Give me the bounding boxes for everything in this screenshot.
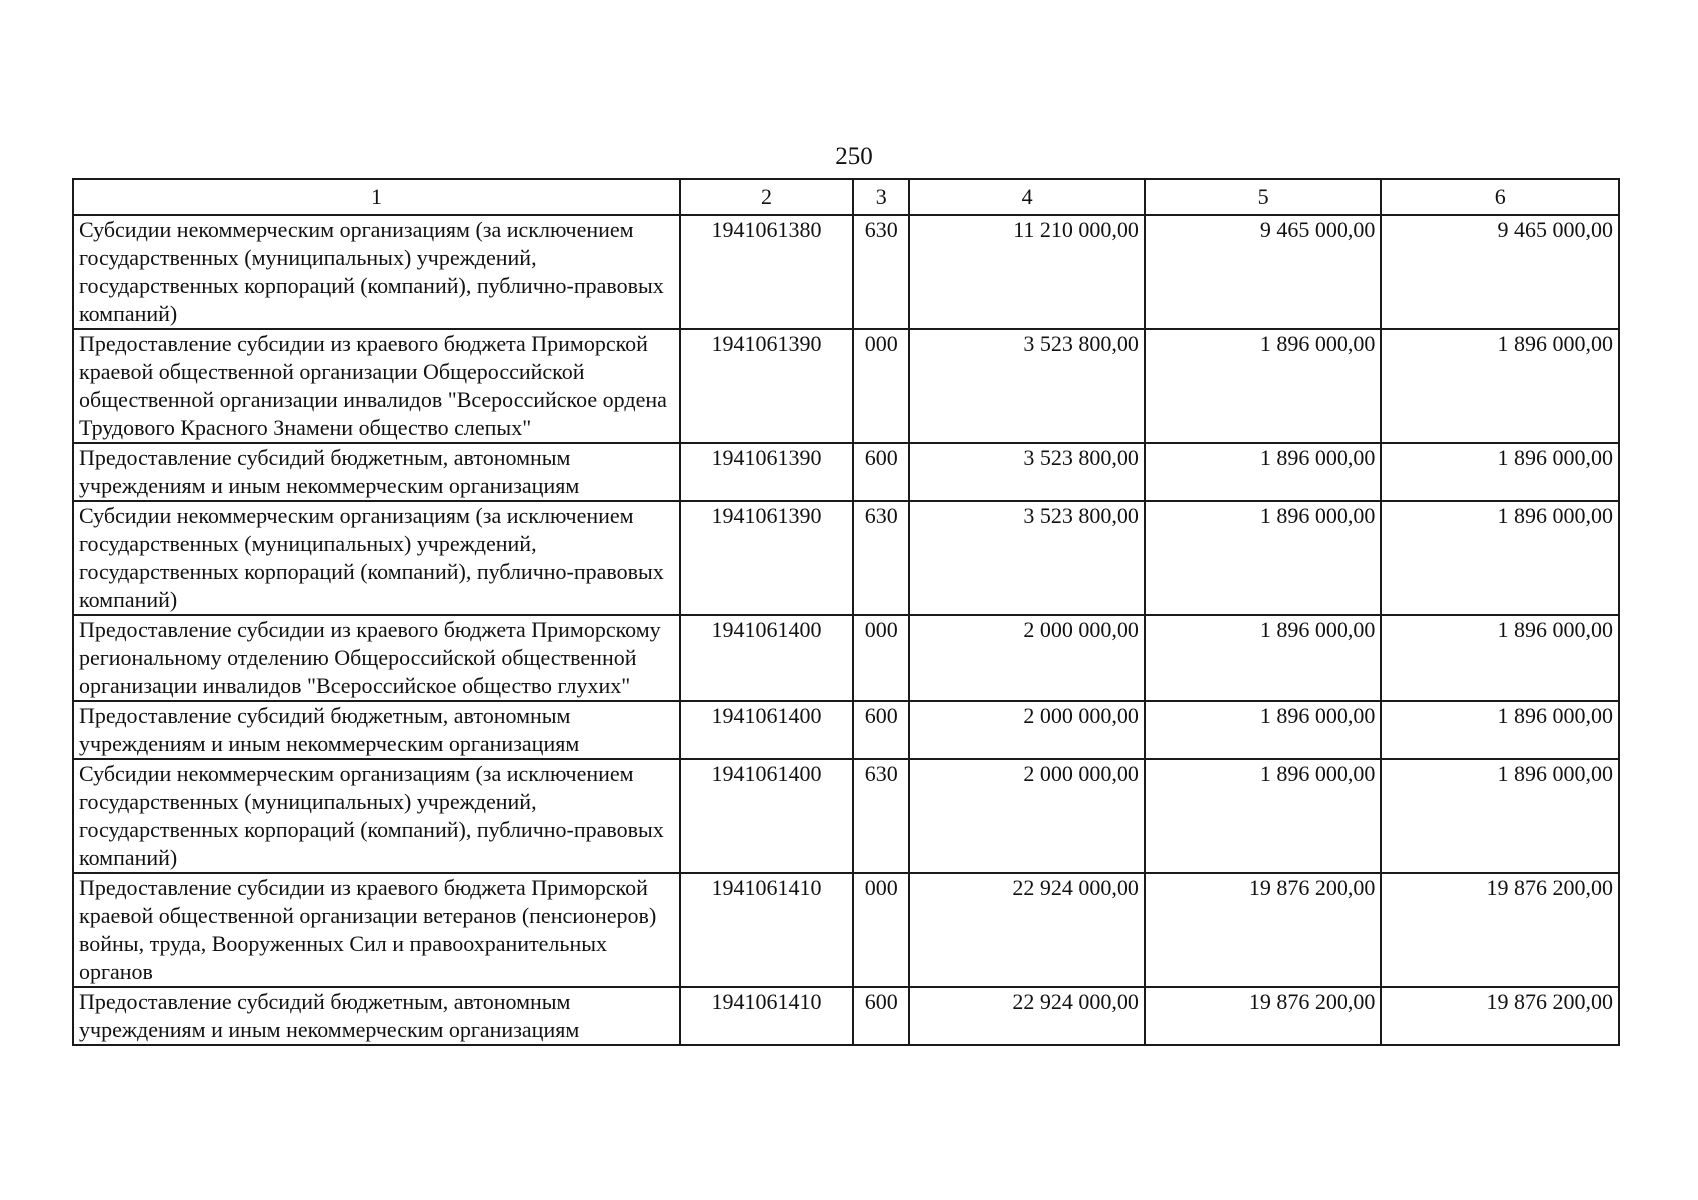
row-name: Предоставление субсидий бюджетным, автономным учреждениям и иным некоммерческим организациям — [73, 443, 680, 501]
row-target-code: 1941061390 — [680, 329, 853, 443]
table-row — [73, 701, 1619, 759]
column-header: 4 — [909, 179, 1145, 215]
row-amount-col6: 1 896 000,00 — [1381, 701, 1619, 759]
row-amount-col5: 1 896 000,00 — [1145, 615, 1382, 701]
row-amount-col5: 1 896 000,00 — [1145, 329, 1382, 443]
row-amount-col4: 2 000 000,00 — [909, 701, 1145, 759]
row-amount-col6: 1 896 000,00 — [1381, 759, 1619, 873]
row-target-code: 1941061410 — [680, 987, 853, 1045]
table-row — [73, 443, 1619, 501]
table-row — [73, 615, 1619, 701]
row-target-code: 1941061390 — [680, 443, 853, 501]
row-amount-col4: 3 523 800,00 — [909, 443, 1145, 501]
row-expense-type: 600 — [853, 987, 909, 1045]
row-amount-col4: 22 924 000,00 — [909, 873, 1145, 987]
row-name: Предоставление субсидии из краевого бюджета Приморской краевой общественной организации ветеранов (пенсионеров) войны, труда, Вооруженных Сил и правоохранительных органов — [73, 873, 680, 987]
header-row — [73, 179, 1619, 215]
row-name: Субсидии некоммерческим организациям (за исключением государственных (муниципальных) учреждений, государственных корпораций (компаний), публично-правовых компаний) — [73, 501, 680, 615]
row-target-code: 1941061380 — [680, 215, 853, 329]
column-header: 5 — [1145, 179, 1382, 215]
budget-table — [72, 178, 1620, 1046]
row-name: Субсидии некоммерческим организациям (за исключением государственных (муниципальных) учреждений, государственных корпораций (компаний), публично-правовых компаний) — [73, 215, 680, 329]
row-target-code: 1941061400 — [680, 615, 853, 701]
row-amount-col4: 3 523 800,00 — [909, 501, 1145, 615]
row-amount-col4: 3 523 800,00 — [909, 329, 1145, 443]
row-amount-col6: 1 896 000,00 — [1381, 615, 1619, 701]
row-amount-col5: 1 896 000,00 — [1145, 759, 1382, 873]
row-name: Предоставление субсидий бюджетным, автономным учреждениям и иным некоммерческим организациям — [73, 701, 680, 759]
row-amount-col6: 1 896 000,00 — [1381, 501, 1619, 615]
table-row — [73, 873, 1619, 987]
row-target-code: 1941061400 — [680, 759, 853, 873]
table-row — [73, 501, 1619, 615]
row-amount-col6: 1 896 000,00 — [1381, 443, 1619, 501]
row-name: Предоставление субсидии из краевого бюджета Приморской краевой общественной организации Общероссийской общественной организации инвалидов "Всероссийское ордена Трудового Красного Знамени общество слепых" — [73, 329, 680, 443]
row-amount-col4: 2 000 000,00 — [909, 615, 1145, 701]
row-amount-col4: 11 210 000,00 — [909, 215, 1145, 329]
row-expense-type: 000 — [853, 329, 909, 443]
column-header: 2 — [680, 179, 853, 215]
table-row — [73, 215, 1619, 329]
row-amount-col5: 1 896 000,00 — [1145, 501, 1382, 615]
row-expense-type: 630 — [853, 501, 909, 615]
row-amount-col6: 19 876 200,00 — [1381, 987, 1619, 1045]
row-expense-type: 630 — [853, 759, 909, 873]
row-expense-type: 600 — [853, 443, 909, 501]
row-name: Субсидии некоммерческим организациям (за исключением государственных (муниципальных) учреждений, государственных корпораций (компаний), публично-правовых компаний) — [73, 759, 680, 873]
row-name: Предоставление субсидий бюджетным, автономным учреждениям и иным некоммерческим организациям — [73, 987, 680, 1045]
row-amount-col5: 9 465 000,00 — [1145, 215, 1382, 329]
column-header: 3 — [853, 179, 909, 215]
row-expense-type: 630 — [853, 215, 909, 329]
row-amount-col5: 19 876 200,00 — [1145, 987, 1382, 1045]
row-target-code: 1941061390 — [680, 501, 853, 615]
table-row — [73, 329, 1619, 443]
row-amount-col5: 19 876 200,00 — [1145, 873, 1382, 987]
page-number: 250 — [835, 143, 873, 170]
row-expense-type: 000 — [853, 873, 909, 987]
row-amount-col5: 1 896 000,00 — [1145, 443, 1382, 501]
row-amount-col6: 19 876 200,00 — [1381, 873, 1619, 987]
row-amount-col5: 1 896 000,00 — [1145, 701, 1382, 759]
column-header: 6 — [1381, 179, 1619, 215]
row-target-code: 1941061410 — [680, 873, 853, 987]
row-target-code: 1941061400 — [680, 701, 853, 759]
row-amount-col4: 2 000 000,00 — [909, 759, 1145, 873]
row-expense-type: 600 — [853, 701, 909, 759]
row-amount-col6: 1 896 000,00 — [1381, 329, 1619, 443]
table-row — [73, 759, 1619, 873]
table-row — [73, 987, 1619, 1045]
row-amount-col6: 9 465 000,00 — [1381, 215, 1619, 329]
column-header: 1 — [73, 179, 680, 215]
row-expense-type: 000 — [853, 615, 909, 701]
row-amount-col4: 22 924 000,00 — [909, 987, 1145, 1045]
row-name: Предоставление субсидии из краевого бюджета Приморскому региональному отделению Общероссийской общественной организации инвалидов "Всероссийское общество глухих" — [73, 615, 680, 701]
